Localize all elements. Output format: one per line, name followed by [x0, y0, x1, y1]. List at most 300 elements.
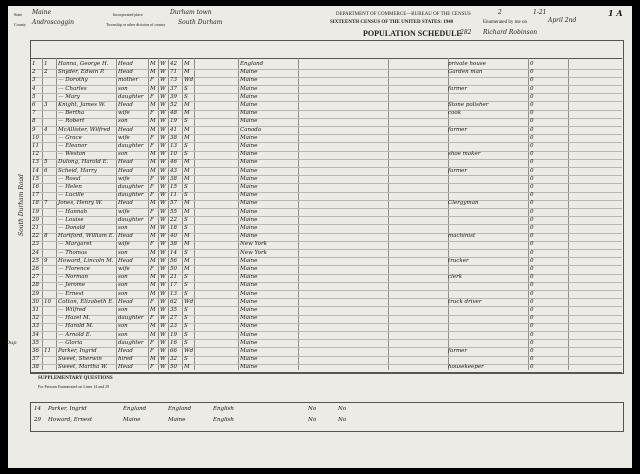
cell-income: 0: [530, 159, 534, 166]
cell-age: 38: [170, 241, 177, 248]
cell-income: 0: [530, 307, 534, 313]
cell-age: 50: [170, 266, 177, 272]
cell-sex: M: [150, 282, 156, 289]
cell-birth: Maine: [240, 348, 258, 354]
cell-name: — Donald: [58, 225, 86, 231]
cell-occupation: farmer: [448, 348, 468, 354]
cell-race: W: [160, 331, 166, 338]
cell-birth: New York: [240, 241, 267, 248]
cell-house: 5: [44, 159, 48, 166]
cell-sex: F: [150, 175, 154, 182]
cell-occupation: farmer: [448, 167, 468, 174]
cell-line: 13: [32, 159, 39, 166]
cell-age: 16: [170, 339, 177, 346]
cell-age: 38: [170, 175, 177, 182]
cell-mar: Wd: [184, 348, 194, 354]
cell-rel: son: [118, 282, 128, 289]
cell-income: 0: [530, 282, 534, 289]
cell-name: — Florence: [58, 266, 90, 272]
cell-name: Hartford, William E.: [58, 233, 115, 240]
cell-name: Snyder, Edwin P.: [58, 69, 105, 76]
cell-mar: S: [184, 118, 188, 125]
cell-rel: Head: [118, 298, 133, 305]
cell-income: 0: [530, 118, 534, 125]
cell-income: 0: [530, 184, 534, 190]
cell-race: W: [160, 184, 166, 190]
cell-occupation: housekeeper: [448, 364, 484, 371]
cell-sex: M: [150, 159, 156, 166]
cell-line: 38: [32, 364, 39, 371]
cell-rel: Head: [118, 200, 133, 207]
cell-age: 21: [170, 274, 177, 281]
cell-rel: Head: [118, 364, 133, 371]
cell-rel: wife: [118, 241, 130, 248]
cell-sex: F: [150, 93, 154, 100]
cell-race: W: [160, 257, 166, 264]
cell-birth: Maine: [240, 356, 258, 363]
cell-occupation: trucker: [448, 257, 469, 264]
cell-race: W: [160, 110, 166, 117]
cell-income: 0: [530, 348, 534, 354]
cell-sex: F: [150, 241, 154, 248]
cell-rel: son: [118, 249, 128, 256]
cell-age: 27: [170, 315, 177, 322]
cell-sex: F: [150, 348, 154, 354]
cell-line: 21: [32, 225, 39, 231]
side-mark: Dup: [6, 340, 17, 346]
cell-rel: wife: [118, 110, 130, 117]
cell-race: W: [160, 290, 166, 297]
state-value: Maine: [32, 9, 52, 16]
cell-income: 0: [530, 69, 534, 76]
cell-name: Jones, Henry W.: [58, 200, 103, 207]
cell-mar: S: [184, 184, 188, 190]
cell-income: 0: [530, 167, 534, 174]
cell-birth: Maine: [240, 184, 258, 190]
cell-mar: S: [184, 331, 188, 338]
cell-mar: M: [184, 175, 190, 182]
supp-cell-ss: No: [338, 406, 347, 412]
cell-mar: M: [184, 200, 190, 207]
cell-income: 0: [530, 216, 534, 223]
cell-race: W: [160, 102, 166, 108]
cell-rel: daughter: [118, 216, 144, 223]
cell-line: 31: [32, 307, 39, 313]
cell-income: 0: [530, 110, 534, 117]
cell-birth: Maine: [240, 290, 258, 297]
township-label: Township or other division of county: [106, 22, 166, 27]
supp-cell-fb: England: [123, 406, 147, 412]
cell-line: 32: [32, 315, 39, 322]
cell-occupation: farmer: [448, 85, 468, 92]
cell-rel: Head: [118, 159, 133, 166]
cell-sex: M: [150, 200, 156, 207]
cell-name: — Dorothy: [58, 77, 88, 84]
cell-line: 26: [32, 266, 39, 272]
incorporated-label: Incorporated place: [113, 12, 143, 17]
supp-cell-line: 29: [34, 417, 41, 423]
cell-age: 55: [170, 208, 177, 215]
cell-line: 14: [32, 167, 39, 174]
cell-race: W: [160, 348, 166, 354]
cell-name: McAllister, Wilfred: [58, 126, 111, 133]
supp-cell-mb: England: [168, 406, 192, 412]
cell-rel: son: [118, 151, 128, 158]
cell-line: 27: [32, 274, 39, 281]
cell-name: — Helen: [58, 184, 82, 190]
cell-age: 15: [170, 184, 177, 190]
cell-age: 43: [170, 167, 177, 174]
cell-name: Knight, James W.: [58, 102, 106, 108]
cell-income: 0: [530, 266, 534, 272]
supp-cell-mb: Maine: [168, 417, 186, 423]
cell-name: Howard, Lincoln M.: [58, 257, 114, 264]
cell-race: W: [160, 167, 166, 174]
cell-house: 11: [44, 348, 51, 354]
incorporated-value: Durham town: [170, 9, 212, 16]
cell-mar: S: [184, 151, 188, 158]
cell-age: 52: [170, 102, 177, 108]
sheet-number: 1 A: [608, 8, 623, 18]
cell-rel: Head: [118, 233, 133, 240]
cell-mar: S: [184, 225, 188, 231]
cell-birth: Maine: [240, 331, 258, 338]
cell-name: — Mary: [58, 93, 80, 100]
cell-line: 22: [32, 233, 39, 240]
cell-line: 24: [32, 249, 39, 256]
cell-race: W: [160, 200, 166, 207]
cell-sex: F: [150, 110, 154, 117]
cell-birth: Maine: [240, 102, 258, 108]
cell-mar: S: [184, 192, 188, 199]
enum-date: April 2nd: [548, 17, 577, 24]
cell-age: 62: [170, 298, 177, 305]
cell-rel: daughter: [118, 339, 144, 346]
cell-age: 18: [170, 225, 177, 231]
cell-mar: M: [184, 159, 190, 166]
cell-birth: Maine: [240, 151, 258, 158]
cell-income: 0: [530, 339, 534, 346]
cell-birth: Maine: [240, 192, 258, 199]
census-sheet: [8, 6, 632, 468]
cell-birth: Maine: [240, 323, 258, 330]
cell-income: 0: [530, 77, 534, 84]
cell-age: 71: [170, 69, 177, 76]
cell-rel: wife: [118, 266, 130, 272]
cell-race: W: [160, 249, 166, 256]
cell-name: — Robert: [58, 118, 85, 125]
cell-mar: S: [184, 356, 188, 363]
cell-race: W: [160, 175, 166, 182]
cell-sex: F: [150, 298, 154, 305]
cell-sex: M: [150, 323, 156, 330]
cell-race: W: [160, 339, 166, 346]
cell-birth: Maine: [240, 167, 258, 174]
cell-sex: M: [150, 233, 156, 240]
cell-name: — Wilfred: [58, 307, 86, 313]
cell-mar: S: [184, 323, 188, 330]
cell-name: — Arnold E.: [58, 331, 92, 338]
cell-race: W: [160, 143, 166, 149]
cell-mar: S: [184, 307, 188, 313]
cell-income: 0: [530, 233, 534, 240]
cell-mar: S: [184, 93, 188, 100]
cell-occupation: private house: [448, 61, 486, 67]
cell-age: 57: [170, 200, 177, 207]
cell-rel: wife: [118, 175, 130, 182]
cell-birth: Maine: [240, 110, 258, 117]
cell-race: W: [160, 241, 166, 248]
cell-birth: Maine: [240, 298, 258, 305]
cell-name: — Margaret: [58, 241, 92, 248]
cell-name: — Grace: [58, 134, 82, 141]
cell-age: 42: [170, 61, 177, 67]
cell-rel: son: [118, 225, 128, 231]
cell-line: 6: [32, 102, 36, 108]
cell-sex: M: [150, 85, 156, 92]
supplementary-subtitle: For Persons Enumerated on Lines 14 and 29: [38, 384, 109, 389]
cell-rel: Head: [118, 167, 133, 174]
cell-race: W: [160, 208, 166, 215]
cell-mar: M: [184, 266, 190, 272]
cell-mar: M: [184, 257, 190, 264]
cell-name: — Lucille: [58, 192, 85, 199]
cell-race: W: [160, 61, 166, 67]
cell-line: 33: [32, 323, 39, 330]
cell-sex: F: [150, 216, 154, 223]
cell-race: W: [160, 356, 166, 363]
cell-occupation: machinist: [448, 233, 476, 240]
cell-line: 2: [32, 69, 36, 76]
supp-cell-lang: English: [213, 417, 234, 423]
cell-birth: Maine: [240, 315, 258, 322]
cell-occupation: Garden man: [448, 69, 483, 76]
cell-race: W: [160, 151, 166, 158]
cell-line: 11: [32, 143, 39, 149]
supp-cell-line: 14: [34, 406, 41, 412]
cell-race: W: [160, 315, 166, 322]
cell-birth: Maine: [240, 266, 258, 272]
cell-income: 0: [530, 290, 534, 297]
sidebar-note: South Durham Road: [18, 174, 25, 236]
cell-mar: Wd: [184, 298, 194, 305]
cell-line: 12: [32, 151, 39, 158]
cell-income: 0: [530, 175, 534, 182]
cell-age: 19: [170, 331, 177, 338]
cell-income: 0: [530, 331, 534, 338]
cell-birth: Maine: [240, 233, 258, 240]
supp-cell-vet: No: [308, 417, 317, 423]
cell-birth: Maine: [240, 274, 258, 281]
cell-age: 19: [170, 118, 177, 125]
cell-race: W: [160, 134, 166, 141]
cell-birth: Maine: [240, 93, 258, 100]
cell-income: 0: [530, 298, 534, 305]
cell-line: 19: [32, 208, 39, 215]
cell-birth: Maine: [240, 364, 258, 371]
cell-race: W: [160, 282, 166, 289]
cell-income: 0: [530, 102, 534, 108]
cell-birth: Maine: [240, 159, 258, 166]
state-label: State: [14, 12, 22, 17]
cell-sex: M: [150, 290, 156, 297]
cell-income: 0: [530, 208, 534, 215]
cell-sex: M: [150, 249, 156, 256]
cell-name: — Thomas: [58, 249, 88, 256]
cell-occupation: shoe maker: [448, 151, 481, 158]
stamp-number: 282: [460, 29, 472, 36]
cell-race: W: [160, 216, 166, 223]
cell-birth: Maine: [240, 339, 258, 346]
cell-mar: S: [184, 315, 188, 322]
cell-line: 28: [32, 282, 39, 289]
cell-mar: M: [184, 102, 190, 108]
cell-birth: Canada: [240, 126, 262, 133]
cell-rel: daughter: [118, 192, 144, 199]
cell-line: 1: [32, 61, 36, 67]
cell-name: Hanna, George H.: [58, 61, 109, 67]
supp-cell-name: Parker, Ingrid: [48, 406, 87, 412]
cell-occupation: clerk: [448, 274, 463, 281]
county-value: Androscoggin: [32, 19, 75, 26]
cell-income: 0: [530, 323, 534, 330]
cell-mar: Wd: [184, 77, 194, 84]
cell-income: 0: [530, 257, 534, 264]
cell-birth: New York: [240, 249, 267, 256]
cell-rel: wife: [118, 208, 130, 215]
cell-mar: S: [184, 282, 188, 289]
cell-race: W: [160, 323, 166, 330]
cell-mar: S: [184, 274, 188, 281]
cell-name: Sweet, Martha W.: [58, 364, 108, 371]
cell-age: 23: [170, 323, 177, 330]
cell-occupation: Clergyman: [448, 200, 479, 207]
cell-age: 73: [170, 77, 177, 84]
cell-mar: S: [184, 85, 188, 92]
cell-line: 25: [32, 257, 39, 264]
cell-rel: Head: [118, 69, 133, 76]
cell-line: 16: [32, 184, 39, 190]
cell-age: 48: [170, 110, 177, 117]
cell-sex: F: [150, 134, 154, 141]
cell-name: — Jerome: [58, 282, 86, 289]
cell-house: 9: [44, 257, 48, 264]
cell-sex: F: [150, 315, 154, 322]
cell-rel: wife: [118, 134, 130, 141]
supplementary-title: SUPPLEMENTARY QUESTIONS: [38, 376, 113, 381]
cell-income: 0: [530, 274, 534, 281]
cell-income: 0: [530, 61, 534, 67]
cell-name: — Rosal: [58, 175, 81, 182]
cell-sex: M: [150, 102, 156, 108]
cell-age: 66: [170, 348, 177, 354]
cell-age: 40: [170, 233, 177, 240]
cell-race: W: [160, 274, 166, 281]
cell-sex: M: [150, 274, 156, 281]
cell-line: 23: [32, 241, 39, 248]
cell-age: 46: [170, 159, 177, 166]
cell-birth: Maine: [240, 143, 258, 149]
cell-rel: son: [118, 85, 128, 92]
cell-sex: F: [150, 364, 154, 371]
cell-mar: S: [184, 339, 188, 346]
county-label: County: [14, 22, 26, 27]
cell-rel: son: [118, 118, 128, 125]
cell-rel: son: [118, 323, 128, 330]
cell-birth: Maine: [240, 307, 258, 313]
cell-line: 3: [32, 77, 36, 84]
cell-occupation: truck driver: [448, 298, 482, 305]
cell-sex: F: [150, 77, 154, 84]
cell-income: 0: [530, 93, 534, 100]
cell-house: 7: [44, 200, 48, 207]
cell-name: — Hannah: [58, 208, 88, 215]
cell-name: Parker, Ingrid: [58, 348, 97, 354]
cell-age: 32: [170, 356, 177, 363]
cell-age: 38: [170, 134, 177, 141]
cell-birth: Maine: [240, 85, 258, 92]
cell-age: 22: [170, 216, 177, 223]
cell-birth: Maine: [240, 118, 258, 125]
cell-age: 39: [170, 93, 177, 100]
cell-name: Cotton, Elizabeth E.: [58, 298, 115, 305]
cell-age: 17: [170, 282, 177, 289]
cell-name: — Norman: [58, 274, 89, 281]
cell-house: 4: [44, 126, 48, 133]
cell-line: 30: [32, 298, 39, 305]
cell-age: 14: [170, 249, 177, 256]
cell-birth: Maine: [240, 77, 258, 84]
cell-income: 0: [530, 126, 534, 133]
cell-name: Dulong, Harold E.: [58, 159, 109, 166]
cell-sex: M: [150, 307, 156, 313]
cell-race: W: [160, 77, 166, 84]
cell-mar: M: [184, 110, 190, 117]
cell-sex: M: [150, 151, 156, 158]
cell-age: 13: [170, 290, 177, 297]
cell-income: 0: [530, 192, 534, 199]
supp-cell-name: Howard, Ernest: [48, 417, 93, 423]
cell-line: 8: [32, 118, 36, 125]
cell-occupation: Stone polisher: [448, 102, 489, 108]
cell-mar: M: [184, 364, 190, 371]
cell-mar: S: [184, 216, 188, 223]
cell-rel: son: [118, 331, 128, 338]
cell-line: 36: [32, 348, 39, 354]
header-divider: [30, 58, 622, 59]
cell-race: W: [160, 126, 166, 133]
cell-age: 10: [170, 151, 177, 158]
cell-age: 37: [170, 85, 177, 92]
cell-name: — Louise: [58, 216, 84, 223]
cell-occupation: cook: [448, 110, 462, 117]
cell-mar: M: [184, 208, 190, 215]
cell-rel: daughter: [118, 143, 144, 149]
cell-sex: F: [150, 208, 154, 215]
cell-line: 20: [32, 216, 39, 223]
cell-sex: M: [150, 126, 156, 133]
cell-rel: Head: [118, 348, 133, 354]
cell-house: 10: [44, 298, 51, 305]
cell-line: 17: [32, 192, 39, 199]
cell-income: 0: [530, 315, 534, 322]
cell-rel: Head: [118, 257, 133, 264]
enumerator-name: Richard Robinson: [483, 29, 538, 36]
cell-sex: M: [150, 225, 156, 231]
cell-rel: son: [118, 307, 128, 313]
cell-income: 0: [530, 249, 534, 256]
cell-birth: Maine: [240, 208, 258, 215]
